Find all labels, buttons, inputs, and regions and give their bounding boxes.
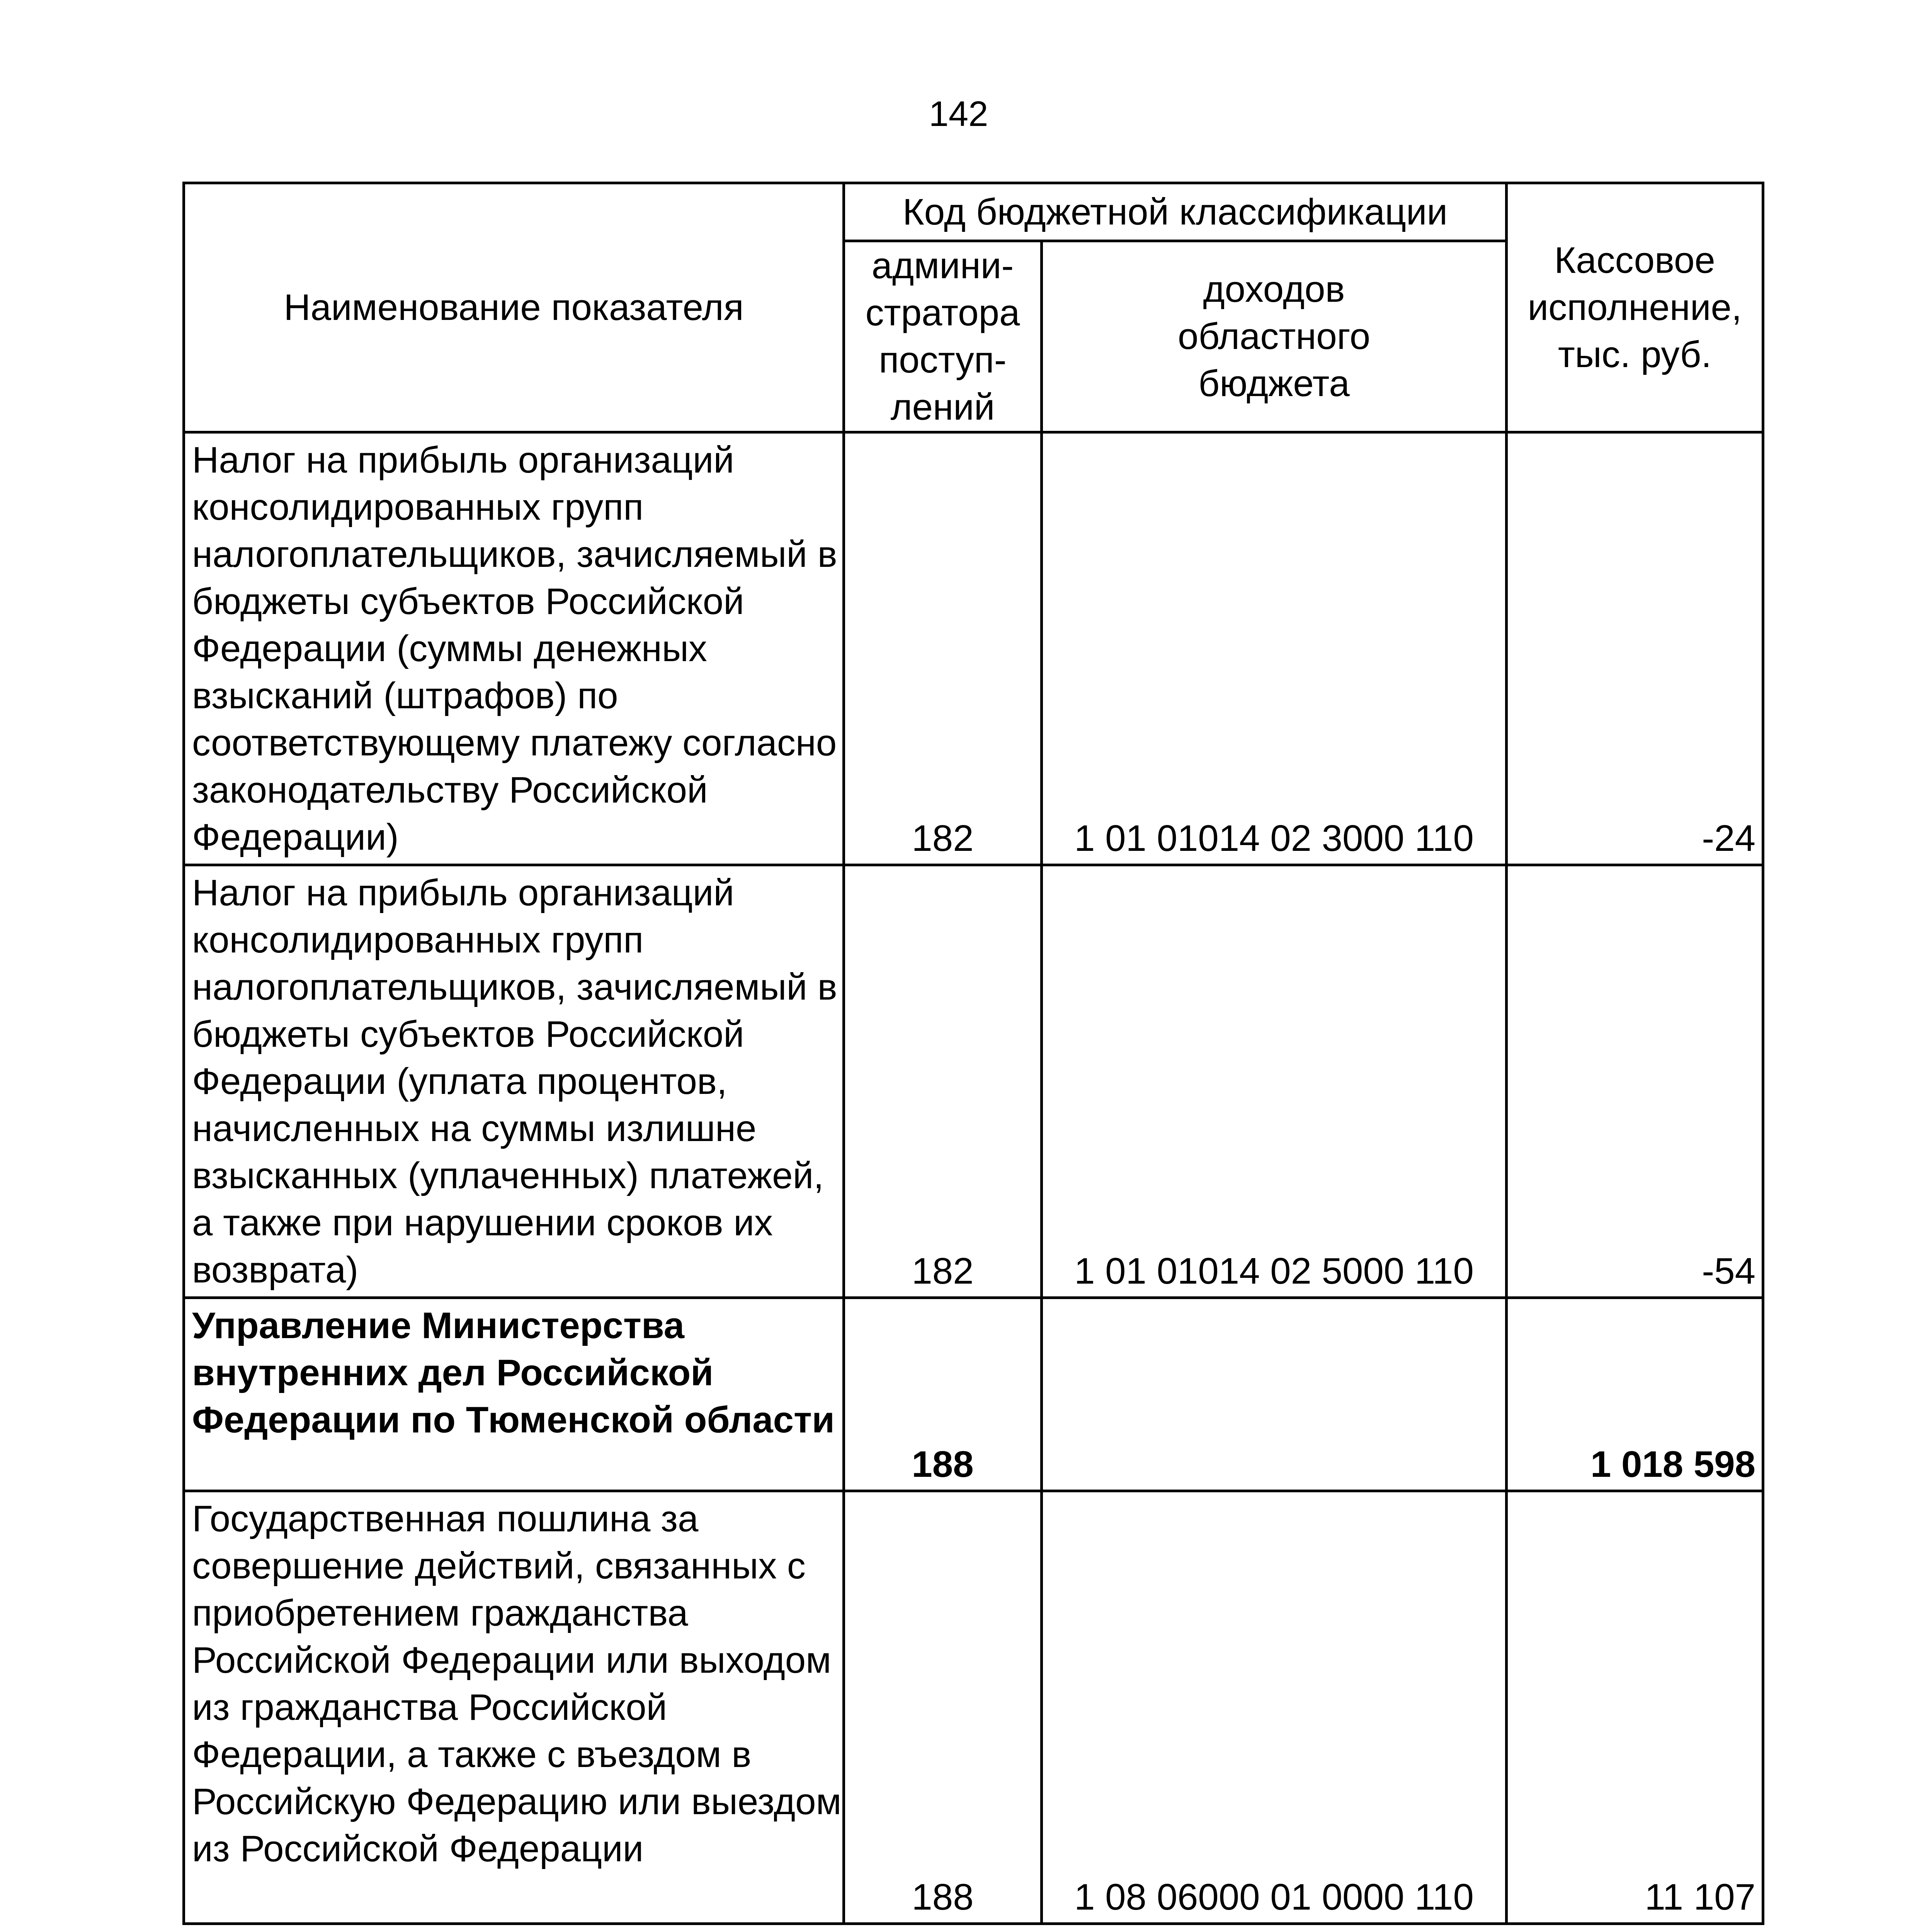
header-classification-group: Код бюджетной классификации <box>844 183 1507 241</box>
row-name: Налог на прибыль организаций консолидированных групп налогоплательщиков, зачисляемый в бюджеты субъектов Российской Федерации (уплата процентов, начисленных на суммы излишне взысканных (уплаченных) платежей, а также при нарушении сроков их возврата) <box>184 865 844 1298</box>
row-income-code: 1 01 01014 02 3000 110 <box>1042 432 1507 865</box>
row-income-code: 1 01 01014 02 5000 110 <box>1042 865 1507 1298</box>
row-income-code: 1 08 06000 01 0000 110 <box>1042 1491 1507 1924</box>
page-number: 142 <box>929 94 988 134</box>
row-cash-amount: 1 018 598 <box>1507 1298 1763 1491</box>
table-row <box>184 1491 1763 1924</box>
row-admin-code: 182 <box>844 865 1042 1298</box>
header-administrator: админи- стратора поступ- лений <box>844 241 1042 432</box>
row-cash-amount: -24 <box>1507 432 1763 865</box>
row-admin-code: 188 <box>844 1491 1042 1924</box>
row-cash-amount: 11 107 <box>1507 1491 1763 1924</box>
row-name: Управление Министерства внутренних дел Российской Федерации по Тюменской области <box>184 1298 844 1491</box>
row-income-code <box>1042 1298 1507 1491</box>
row-cash-amount: -54 <box>1507 865 1763 1298</box>
table-row <box>184 1298 1763 1491</box>
table-row <box>184 865 1763 1298</box>
header-cash-execution: Кассовое исполнение, тыс. руб. <box>1507 183 1763 432</box>
budget-table <box>182 182 1764 1925</box>
table-row <box>184 432 1763 865</box>
row-name: Государственная пошлина за совершение действий, связанных с приобретением гражданства Российской Федерации или выходом из гражданства Российской Федерации, а также с въездом в Российскую Федерацию или выездом из Российской Федерации <box>184 1491 844 1924</box>
row-admin-code: 182 <box>844 432 1042 865</box>
row-name: Налог на прибыль организаций консолидированных групп налогоплательщиков, зачисляемый в бюджеты субъектов Российской Федерации (суммы денежных взысканий (штрафов) по соответствующему платежу согласно законодательству Российской Федерации) <box>184 432 844 865</box>
row-admin-code: 188 <box>844 1298 1042 1491</box>
header-regional-income: доходов областного бюджета <box>1042 241 1507 432</box>
header-name: Наименование показателя <box>184 183 844 432</box>
